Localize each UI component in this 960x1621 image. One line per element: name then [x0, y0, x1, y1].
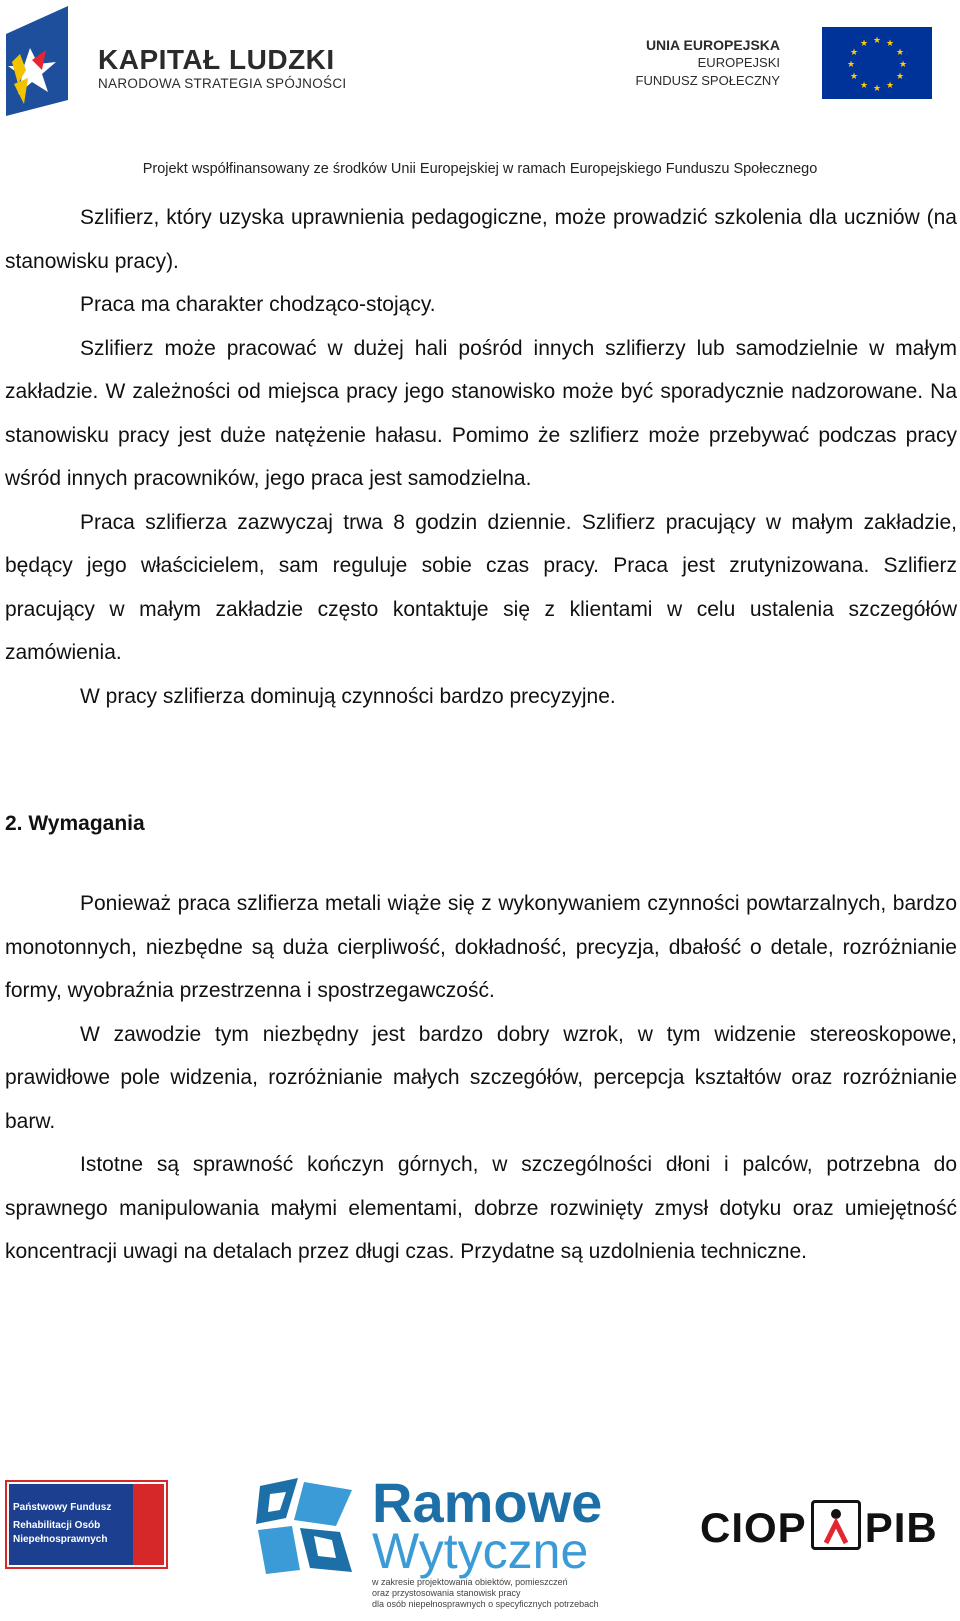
- svg-text:★: ★: [872, 36, 882, 46]
- kapital-ludzki-star-logo: [2, 4, 74, 116]
- section-text: [5, 882, 957, 1274]
- svg-text:★: ★: [849, 48, 859, 58]
- paragraph: W pracy szlifierza dominują czynności bardzo precyzyjne.: [80, 684, 616, 708]
- svg-text:★: ★: [895, 72, 905, 82]
- pfron-line-2: Rehabilitacji Osób: [13, 1520, 101, 1531]
- cofinancing-note: Projekt współfinansowany ze środków Unii Europejskiej w ramach Europejskiego Funduszu Społecznego: [142, 161, 818, 177]
- ramowe-wytyczne-mark: [256, 1478, 356, 1574]
- pfron-logo: [5, 1480, 168, 1569]
- ramowe-subtitle: [372, 1577, 599, 1610]
- person-icon: [811, 1500, 861, 1550]
- svg-text:★: ★: [872, 84, 882, 94]
- paragraph: Ponieważ praca szlifierza metali wiąże się z wykonywaniem czynności powtarzalnych, bardzo monotonnych, niezbędne są duża cierpliwość, dokładność, precyzja, dbałość o detale, rozróżnianie formy, wyobraźnia przestrzenna i spostrzegawczość.: [5, 892, 957, 1002]
- wytyczne-title: Wytyczne: [372, 1523, 589, 1579]
- eu-flag-logo: [822, 27, 932, 99]
- svg-text:★: ★: [885, 39, 895, 49]
- ramowe-subtitle-line: w zakresie projektowania obiektów, pomieszczeń: [372, 1577, 568, 1587]
- ciop-pib-logo: [700, 1504, 938, 1556]
- ramowe-subtitle-line: dla osób niepełnosprawnych o specyficznych potrzebach: [372, 1599, 599, 1609]
- svg-text:★: ★: [846, 60, 856, 70]
- paragraph: Istotne są sprawność kończyn górnych, w szczególności dłoni i palców, potrzebna do sprawnego manipulowania małymi elementami, dobrze rozwinięty zmysł dotyku oraz umiejętność koncentracji uwagi na detalach przez długi czas. Przydatne są uzdolnienia techniczne.: [5, 1153, 957, 1263]
- svg-text:★: ★: [859, 39, 869, 49]
- svg-text:★: ★: [849, 72, 859, 82]
- paragraph: W zawodzie tym niezbędny jest bardzo dobry wzrok, w tym widzenie stereoskopowe, prawidłowe pole widzenia, rozróżnianie małych szczegółów, percepcja kształtów oraz rozróżnianie barw.: [5, 1022, 957, 1133]
- section-heading: 2. Wymagania: [5, 812, 145, 835]
- svg-text:★: ★: [895, 48, 905, 58]
- svg-text:★: ★: [859, 81, 869, 91]
- paragraph: Praca szlifierza zazwyczaj trwa 8 godzin dziennie. Szlifierz pracujący w małym zakładzie, będący jego właścicielem, sam reguluje sobie czas pracy. Praca jest zrutynizowana. Szlifierz pracujący w małym zakładzie często kontaktuje się z klientami w celu ustalenia szczegółów zamówienia.: [5, 510, 957, 664]
- pib-text: PIB: [864, 1504, 938, 1551]
- kapital-ludzki-title: KAPITAŁ LUDZKI: [98, 44, 335, 75]
- pfron-line-3: Niepełnosprawnych: [13, 1534, 108, 1545]
- eu-line-2: EUROPEJSKI: [697, 55, 780, 70]
- paragraph: Praca ma charakter chodząco-stojący.: [80, 293, 436, 316]
- paragraph: Szlifierz, który uzyska uprawnienia pedagogiczne, może prowadzić szkolenia dla uczniów (na stanowisku pracy).: [5, 206, 957, 273]
- svg-text:★: ★: [885, 81, 895, 91]
- ramowe-title: Ramowe: [372, 1471, 603, 1534]
- eu-fund-text: [636, 36, 780, 90]
- eu-line-1: UNIA EUROPEJSKA: [645, 37, 780, 53]
- ciop-text: CIOP: [700, 1504, 807, 1551]
- svg-text:★: ★: [898, 60, 908, 70]
- ramowe-subtitle-line: oraz przystosowania stanowisk pracy: [372, 1588, 521, 1598]
- pfron-line-1: Państwowy Fundusz: [13, 1502, 112, 1513]
- paragraph: Szlifierz może pracować w dużej hali pośród innych szlifierzy lub samodzielnie w małym zakładzie. W zależności od miejsca pracy jego stanowisko może być sporadycznie nadzorowane. Na stanowisku pracy jest duże natężenie hałasu. Pomimo że szlifierz może przebywać podczas pracy wśród innych pracowników, jego praca jest samodzielna.: [5, 336, 957, 490]
- eu-line-3: FUNDUSZ SPOŁECZNY: [635, 73, 780, 88]
- kapital-ludzki-subtitle: NARODOWA STRATEGIA SPÓJNOŚCI: [98, 76, 347, 91]
- body-text: [5, 196, 957, 718]
